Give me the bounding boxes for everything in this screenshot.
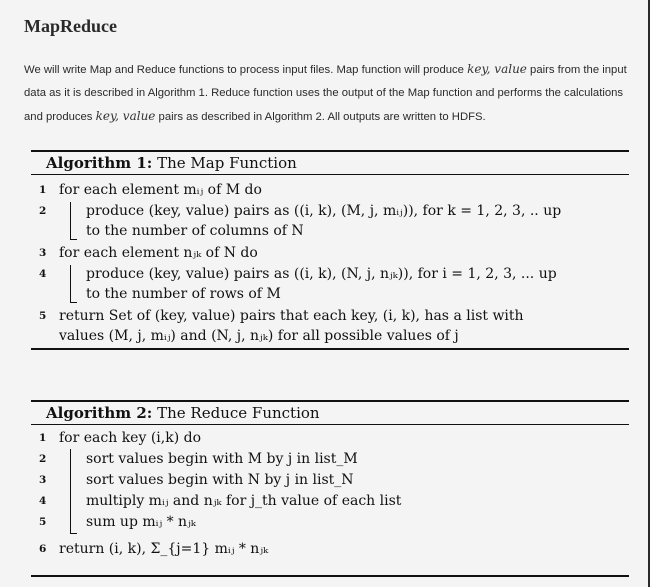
line-number: 2 — [39, 205, 47, 217]
algorithm-2-line-3-text: sort values begin with N by j in list_N — [86, 472, 354, 488]
algorithm-2-line-1 — [31, 428, 629, 449]
algorithm-1-line-2-cont — [31, 221, 629, 242]
line-number: 4 — [39, 268, 47, 280]
algorithm-1-line-1 — [31, 180, 629, 201]
algorithm-1-line-4-text: produce (key, value) pairs as ((i, k), (N, j, nⱼₖ)), for i = 1, 2, 3, ... up — [86, 266, 557, 282]
algorithm-1-label: Algorithm 1: — [46, 154, 153, 172]
line-number: 3 — [39, 474, 47, 486]
page-title: MapReduce — [24, 16, 117, 36]
algorithm-1-line-2-continued: to the number of columns of N — [86, 223, 304, 239]
algorithm-2-line-2-text: sort values begin with M by j in list_M — [86, 451, 358, 467]
algorithm-1-line-5 — [31, 306, 629, 327]
intro-math-kv-2: key, value — [95, 109, 156, 123]
line-number: 5 — [39, 516, 47, 528]
line-number: 4 — [39, 495, 47, 507]
algorithm-2-line-6-text: return (i, k), Σ_{j=1} mᵢⱼ * nⱼₖ — [59, 541, 269, 557]
intro-math-kv-1: key, value — [467, 62, 527, 76]
algorithm-1-line-3 — [31, 243, 629, 264]
algorithm-1-name: The Map Function — [157, 154, 297, 172]
algorithm-1-line-4 — [31, 264, 629, 285]
algorithm-2-line-5-text: sum up mᵢⱼ * nⱼₖ — [86, 514, 196, 530]
algorithm-2-line-4 — [31, 491, 629, 512]
algorithm-1-line-2-text: produce (key, value) pairs as ((i, k), (M, j, mᵢⱼ)), for k = 1, 2, 3, .. up — [86, 203, 562, 219]
algorithm-1-title — [31, 152, 629, 174]
line-number: 5 — [39, 310, 47, 322]
line-number: 6 — [39, 543, 47, 555]
algorithm-2-line-2 — [31, 449, 629, 470]
algorithm-2-label: Algorithm 2: — [46, 404, 153, 422]
algorithm-2-line-5 — [31, 512, 629, 533]
algorithm-1-line-5-cont — [31, 326, 629, 347]
intro-text-1: We will write Map and Reduce functions to process input files. Map function will produce — [24, 64, 464, 76]
algorithm-2-line-6 — [31, 539, 629, 560]
intro-paragraph — [24, 58, 636, 129]
algorithm-2-body — [31, 425, 629, 575]
line-number: 1 — [39, 184, 47, 196]
algorithm-1-bottom-rule — [31, 348, 629, 350]
algorithm-2-line-4-text: multiply mᵢⱼ and nⱼₖ for j_th value of each list — [86, 493, 402, 509]
algorithm-2-line-3 — [31, 470, 629, 491]
algorithm-2-box — [31, 400, 629, 577]
algorithm-1-box — [31, 150, 629, 350]
algorithm-1-line-3-text: for each element nⱼₖ of N do — [59, 245, 258, 261]
algorithm-1-line-5-continued: values (M, j, mᵢⱼ) and (N, j, nⱼₖ) for all possible values of j — [59, 328, 459, 344]
line-number: 3 — [39, 247, 47, 259]
intro-text-3: pairs as described in Algorithm 2. All outputs are written to HDFS. — [158, 111, 486, 123]
line-number: 1 — [39, 432, 47, 444]
intro-text-2: pairs from the input data as it is described in Algorithm 1. Reduce function uses the output of the Map function and performs the calculations and produces — [24, 64, 627, 123]
algorithm-2-bottom-rule — [31, 575, 629, 577]
algorithm-1-line-5-text: return Set of (key, value) pairs that each key, (i, k), has a list with — [59, 308, 524, 324]
algorithm-2-name: The Reduce Function — [157, 404, 320, 422]
algorithm-1-line-1-text: for each element mᵢⱼ of M do — [59, 182, 262, 198]
algorithm-2-title — [31, 402, 629, 424]
algorithm-2-line-1-text: for each key (i,k) do — [59, 430, 201, 446]
algorithm-1-line-2 — [31, 201, 629, 222]
algorithm-1-body — [31, 175, 629, 348]
algorithm-1-line-4-cont — [31, 284, 629, 305]
algorithm-1-line-4-continued: to the number of rows of M — [86, 286, 281, 302]
line-number: 2 — [39, 453, 47, 465]
